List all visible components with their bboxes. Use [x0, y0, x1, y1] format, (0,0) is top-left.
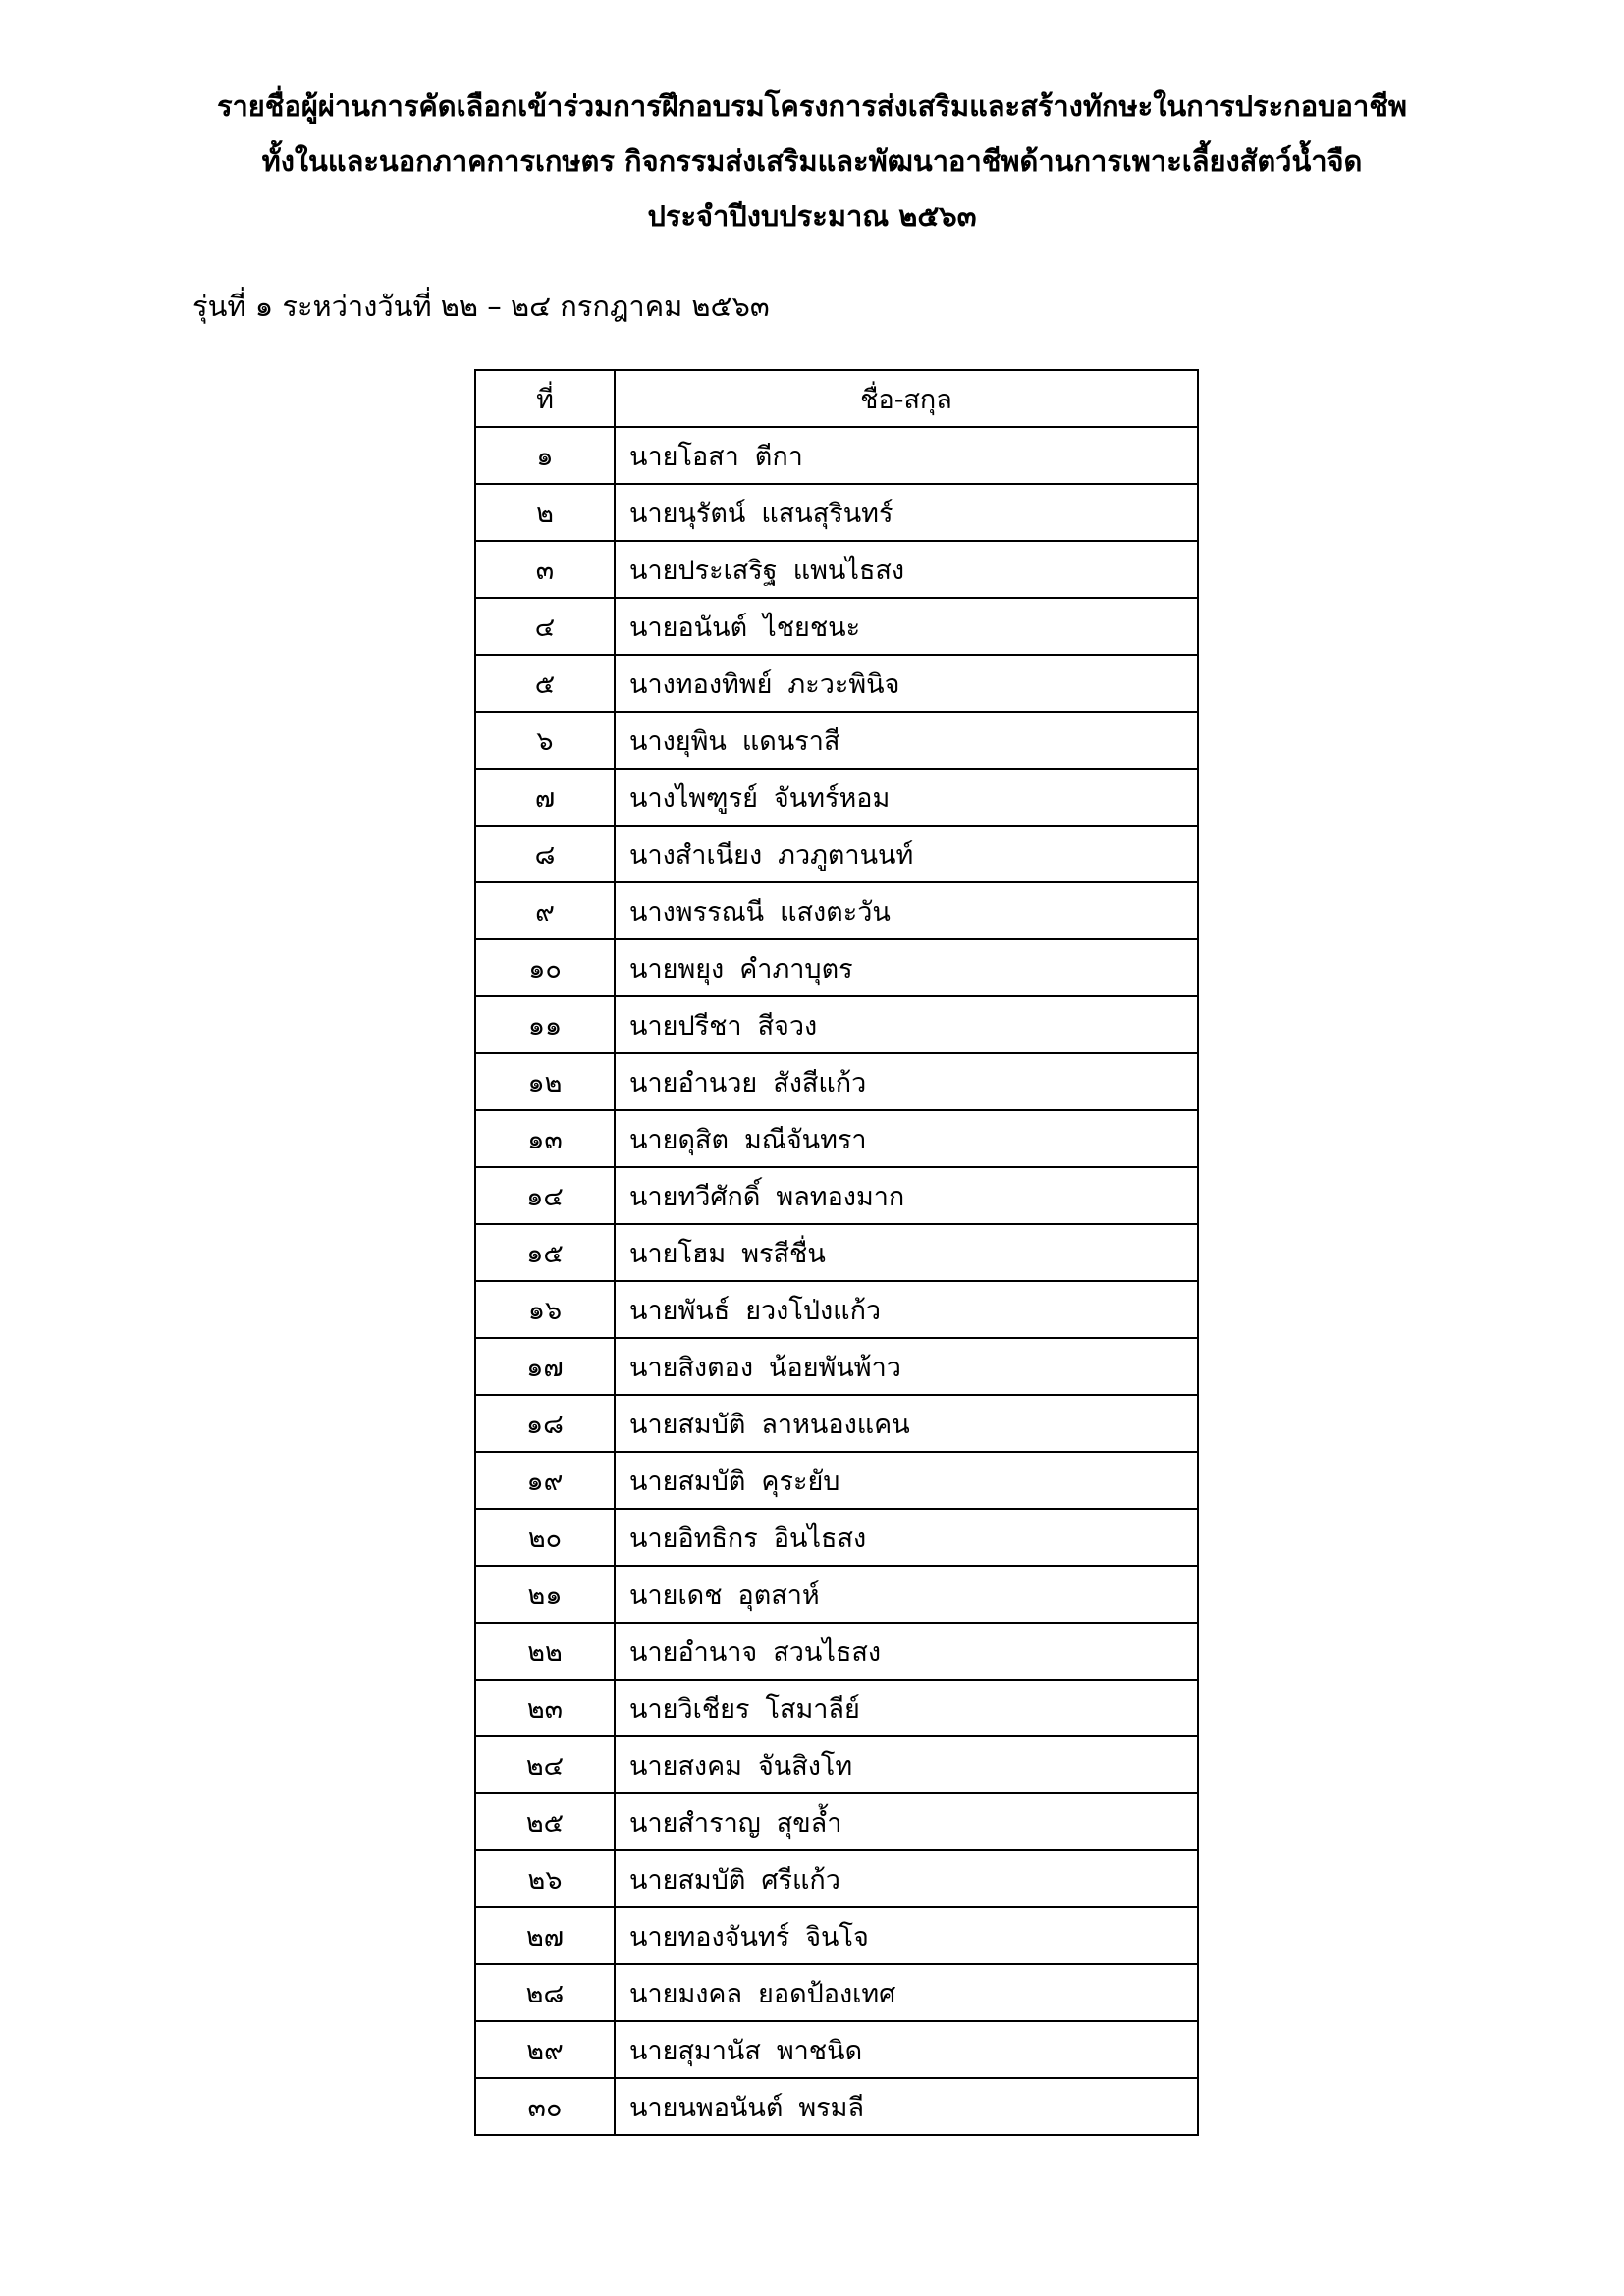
- participant-last-name: สังสีแก้ว: [773, 1067, 867, 1098]
- participant-first-name: นายทองจันทร์: [629, 1921, 790, 1952]
- participant-first-name: นายนุรัตน์: [629, 498, 746, 529]
- participant-name: [615, 1680, 1198, 1736]
- row-number: ๑๙: [475, 1452, 615, 1509]
- participant-last-name: อินไธสง: [773, 1522, 867, 1554]
- participant-last-name: สีจวง: [757, 1010, 818, 1041]
- participant-name: [615, 1338, 1198, 1395]
- participant-name: [615, 1053, 1198, 1110]
- table-row: [475, 1167, 1198, 1224]
- participant-first-name: นายสมบัติ: [629, 1466, 746, 1497]
- participant-first-name: นายสุมานัส: [629, 2035, 761, 2066]
- participant-name: [615, 598, 1198, 655]
- row-number: ๑๖: [475, 1281, 615, 1338]
- participant-first-name: นายโฮม: [629, 1238, 727, 1269]
- participant-first-name: นางทองทิพย์: [629, 668, 773, 700]
- participant-first-name: นายพันธ์: [629, 1295, 731, 1326]
- participant-last-name: สุขล้ำ: [776, 1807, 842, 1839]
- row-number: ๑๔: [475, 1167, 615, 1224]
- participant-last-name: จันทร์หอม: [773, 782, 891, 814]
- participant-first-name: นายอนันต์: [629, 612, 748, 643]
- document-title-line-3: ประจำปีงบประมาณ ๒๕๖๓: [647, 199, 977, 233]
- participant-name: [615, 427, 1198, 484]
- participant-first-name: นายสงคม: [629, 1750, 742, 1782]
- row-number: ๒: [475, 484, 615, 541]
- participant-last-name: จินโจ: [805, 1921, 869, 1952]
- row-number: ๑๕: [475, 1224, 615, 1281]
- row-number: ๘: [475, 826, 615, 882]
- participant-first-name: นายพยุง: [629, 953, 725, 985]
- participant-last-name: พลทองมาก: [776, 1181, 905, 1212]
- table-row: [475, 1566, 1198, 1623]
- column-header-name: ชื่อ-สกุล: [615, 370, 1198, 427]
- participant-name: [615, 2078, 1198, 2135]
- table-row: [475, 1281, 1198, 1338]
- participant-name: [615, 1281, 1198, 1338]
- participant-last-name: ลาหนองแคน: [761, 1409, 910, 1440]
- row-number: ๒๒: [475, 1623, 615, 1680]
- participant-last-name: มณีจันทรา: [744, 1124, 867, 1155]
- participant-name: [615, 1395, 1198, 1452]
- row-number: ๒๗: [475, 1907, 615, 1964]
- participant-name: [615, 1736, 1198, 1793]
- participant-name: [615, 655, 1198, 712]
- table-row: [475, 1736, 1198, 1793]
- document-title-line-1: รายชื่อผู้ผ่านการคัดเลือกเข้าร่วมการฝึกอบรมโครงการส่งเสริมและสร้างทักษะในการประกอบอาชีพ: [216, 89, 1408, 123]
- table-row: [475, 1224, 1198, 1281]
- participant-first-name: นายสมบัติ: [629, 1864, 746, 1896]
- table-row: [475, 939, 1198, 996]
- participant-name: [615, 2021, 1198, 2078]
- participant-first-name: นายมงคล: [629, 1978, 743, 2009]
- table-row: [475, 598, 1198, 655]
- table-row: [475, 2078, 1198, 2135]
- participant-first-name: นายโอสา: [629, 441, 739, 472]
- participant-name: [615, 484, 1198, 541]
- participant-last-name: จันสิงโท: [757, 1750, 853, 1782]
- table-row: [475, 882, 1198, 939]
- row-number: ๒๘: [475, 1964, 615, 2021]
- participant-name: [615, 1224, 1198, 1281]
- participant-name: [615, 1509, 1198, 1566]
- table-row: [475, 1053, 1198, 1110]
- table-row: [475, 541, 1198, 598]
- participant-last-name: พรสีชื่น: [741, 1238, 826, 1269]
- participant-last-name: พรมลี: [798, 2092, 865, 2123]
- table-row: [475, 1793, 1198, 1850]
- participant-last-name: โสมาลีย์: [765, 1693, 860, 1725]
- participant-first-name: นายปรีชา: [629, 1010, 742, 1041]
- row-number: ๑๓: [475, 1110, 615, 1167]
- table-row: [475, 1338, 1198, 1395]
- table-row: [475, 769, 1198, 826]
- participant-name: [615, 712, 1198, 769]
- participant-first-name: นายสมบัติ: [629, 1409, 746, 1440]
- row-number: ๑๐: [475, 939, 615, 996]
- training-round-info: รุ่นที่ ๑ ระหว่างวันที่ ๒๒ – ๒๔ กรกฎาคม ๒๕๖๓: [192, 290, 770, 323]
- row-number: ๑๗: [475, 1338, 615, 1395]
- row-number: ๒๖: [475, 1850, 615, 1907]
- table-row: [475, 1623, 1198, 1680]
- row-number: ๑: [475, 427, 615, 484]
- participant-name: [615, 1850, 1198, 1907]
- row-number: ๑๑: [475, 996, 615, 1053]
- row-number: ๒๕: [475, 1793, 615, 1850]
- row-number: ๓: [475, 541, 615, 598]
- participant-first-name: นายวิเชียร: [629, 1693, 750, 1725]
- row-number: ๒๐: [475, 1509, 615, 1566]
- participant-last-name: แสงตะวัน: [780, 896, 891, 928]
- participant-last-name: พาชนิด: [776, 2035, 863, 2066]
- row-number: ๗: [475, 769, 615, 826]
- row-number: ๒๔: [475, 1736, 615, 1793]
- document-title-line-2: ทั้งในและนอกภาคการเกษตร กิจกรรมส่งเสริมและพัฒนาอาชีพด้านการเพาะเลี้ยงสัตว์น้ำจืด: [261, 144, 1363, 178]
- participant-name: [615, 1623, 1198, 1680]
- participant-name: [615, 1167, 1198, 1224]
- participant-name: [615, 769, 1198, 826]
- participant-first-name: นายสำราญ: [629, 1807, 761, 1839]
- row-number: ๒๙: [475, 2021, 615, 2078]
- participant-name: [615, 1907, 1198, 1964]
- participant-last-name: ยอดป้องเทศ: [758, 1978, 896, 2009]
- participant-first-name: นายประเสริฐ: [629, 555, 778, 586]
- participant-last-name: แสนสุรินทร์: [761, 498, 893, 529]
- participant-name: [615, 1964, 1198, 2021]
- table-row: [475, 1964, 1198, 2021]
- table-row: [475, 655, 1198, 712]
- participant-name: [615, 939, 1198, 996]
- table-row: [475, 1452, 1198, 1509]
- participant-first-name: นายนพอนันต์: [629, 2092, 784, 2123]
- participant-name: [615, 996, 1198, 1053]
- participant-last-name: สวนไธสง: [773, 1636, 882, 1668]
- participant-table: [474, 369, 1199, 2136]
- participant-last-name: อุตสาห์: [737, 1579, 820, 1611]
- participant-first-name: นายอิทธิกร: [629, 1522, 758, 1554]
- table-row: [475, 2021, 1198, 2078]
- participant-last-name: แดนราสี: [741, 725, 840, 757]
- table-row: [475, 1509, 1198, 1566]
- table-row: [475, 484, 1198, 541]
- participant-name: [615, 1110, 1198, 1167]
- table-row: [475, 427, 1198, 484]
- table-row: [475, 1395, 1198, 1452]
- participant-name: [615, 1452, 1198, 1509]
- participant-last-name: คุระยับ: [761, 1466, 840, 1497]
- participant-last-name: แพนไธสง: [792, 555, 905, 586]
- participant-table-body: [475, 427, 1198, 2135]
- table-row: [475, 712, 1198, 769]
- participant-last-name: ยวงโป่งแก้ว: [745, 1295, 882, 1326]
- table-row: [475, 1907, 1198, 1964]
- row-number: ๔: [475, 598, 615, 655]
- participant-first-name: นางยุพิน: [629, 725, 727, 757]
- row-number: ๑๘: [475, 1395, 615, 1452]
- row-number: ๒๑: [475, 1566, 615, 1623]
- participant-first-name: นายเดช: [629, 1579, 723, 1611]
- participant-first-name: นายสิงตอง: [629, 1352, 754, 1383]
- participant-last-name: ศรีแก้ว: [761, 1864, 840, 1896]
- participant-last-name: ไชยชนะ: [763, 612, 861, 643]
- row-number: ๕: [475, 655, 615, 712]
- participant-last-name: น้อยพันพ้าว: [769, 1352, 901, 1383]
- participant-last-name: คำภาบุตร: [739, 953, 853, 985]
- participant-name: [615, 1793, 1198, 1850]
- participant-first-name: นางไพฑูรย์: [629, 782, 758, 814]
- participant-first-name: นายอำนาจ: [629, 1636, 758, 1668]
- participant-last-name: ตีกา: [754, 441, 803, 472]
- row-number: ๙: [475, 882, 615, 939]
- participant-name: [615, 1566, 1198, 1623]
- participant-first-name: นายอำนวย: [629, 1067, 758, 1098]
- participant-name: [615, 882, 1198, 939]
- table-row: [475, 1850, 1198, 1907]
- table-row: [475, 1110, 1198, 1167]
- table-header-row: [475, 370, 1198, 427]
- participant-first-name: นายทวีศักดิ์: [629, 1181, 761, 1212]
- participant-first-name: นางพรรณนี: [629, 896, 765, 928]
- row-number: ๖: [475, 712, 615, 769]
- participant-name: [615, 541, 1198, 598]
- participant-last-name: ภะวะพินิจ: [787, 668, 900, 700]
- participant-last-name: ภวภูตานนท์: [778, 839, 914, 871]
- row-number: ๓๐: [475, 2078, 615, 2135]
- row-number: ๑๒: [475, 1053, 615, 1110]
- participant-name: [615, 826, 1198, 882]
- column-header-number: ที่: [475, 370, 615, 427]
- table-row: [475, 826, 1198, 882]
- table-row: [475, 1680, 1198, 1736]
- row-number: ๒๓: [475, 1680, 615, 1736]
- table-row: [475, 996, 1198, 1053]
- participant-first-name: นายดุสิต: [629, 1124, 729, 1155]
- participant-first-name: นางสำเนียง: [629, 839, 763, 871]
